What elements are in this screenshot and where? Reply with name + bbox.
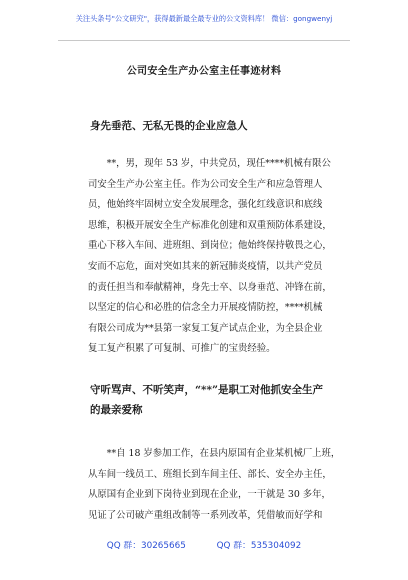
- paragraph-line: 重心下移入车间、进班组、到岗位；他始终保持敬畏之心，: [88, 240, 332, 252]
- paragraph-line: **自 18 岁参加工作，在县内原国有企业某机械厂上班，: [88, 448, 341, 459]
- footer-qq-group-1: QQ 群：30265665: [106, 541, 186, 551]
- footer: [0, 538, 408, 551]
- paragraph-line: 见证了公司破产重组改制等一系列改革，凭借敏而好学和: [88, 509, 323, 521]
- paragraph-line: 从车间一线员工、班组长到车间主任、部长、安全办主任，: [88, 468, 332, 480]
- paragraph-line: 司安全生产办公室主任。作为公司安全生产和应急管理人: [88, 178, 323, 190]
- paragraph-2: [88, 444, 352, 526]
- paragraph-line: 的责任担当和奉献精神，身先士卒、以身垂范、冲锋在前，: [88, 281, 332, 293]
- paragraph-line: 安而不忘危，面对突如其来的新冠肺炎疫情，以共产党员: [88, 260, 323, 272]
- paragraph-line: 从原国有企业到下岗待业到现在企业，一干就是 30 多年，: [88, 489, 331, 501]
- paragraph-line: 有限公司成为**县第一家复工复产试点企业，为全县企业: [88, 322, 323, 334]
- footer-qq-group-2: QQ 群：535304092: [216, 541, 302, 551]
- paragraph-line: 员，他始终牢固树立安全发展理念，强化红线意识和底线: [88, 199, 323, 211]
- section-heading-2-line-1: 守听骂声、不听笑声，“**”是职工对他抓安全生产: [90, 384, 324, 396]
- header-divider: [58, 40, 350, 41]
- section-heading-2-line-2: 的最亲爱称: [90, 404, 143, 416]
- document-title: 公司安全生产办公室主任事迹材料: [126, 66, 282, 77]
- section-heading-1: 身先垂范、无私无畏的企业应急人: [90, 120, 248, 132]
- header-note: 关注头条号"公文研究"，获得最新最全最专业的公文资料库！ 微信：gongwenyj: [75, 14, 333, 23]
- section-heading-2: [90, 380, 330, 420]
- paragraph-line: 思维，积极开展安全生产标准化创建和双重预防体系建设，: [88, 219, 332, 231]
- paragraph-line: 以坚定的信心和必胜的信念全力开展疫情防控，****机械: [88, 302, 323, 314]
- paragraph-1: [88, 154, 352, 360]
- paragraph-line: **，男，现年 53 岁，中共党员，现任****机械有限公: [88, 158, 331, 169]
- paragraph-line: 复工复产积累了可复制、可推广的宝贵经验。: [88, 343, 276, 355]
